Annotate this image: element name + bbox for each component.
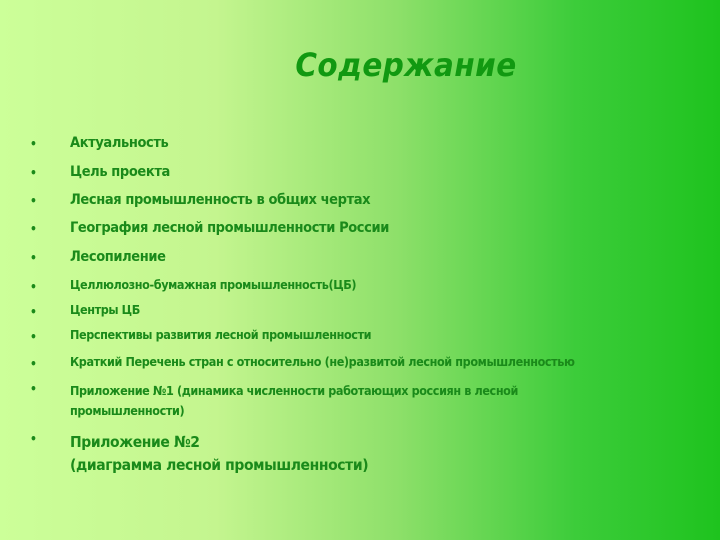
- bullet-icon: •: [30, 330, 37, 344]
- list-item-label: [70, 381, 670, 421]
- list-item-label: Актуальность: [70, 135, 169, 151]
- list-item-label-line1: Приложение №2: [70, 433, 200, 451]
- bullet-icon: •: [30, 305, 37, 319]
- slide-title: Содержание: [295, 46, 517, 84]
- bullet-icon: •: [30, 251, 37, 265]
- bullet-icon: •: [30, 137, 37, 151]
- list-item-label-line2: промышленности): [70, 403, 185, 418]
- bullet-icon: •: [30, 222, 37, 236]
- list-item-label: Перспективы развития лесной промышленности: [70, 327, 372, 342]
- list-item-label: География лесной промышленности России: [70, 220, 389, 236]
- bullet-icon: •: [30, 432, 37, 446]
- list-item-label: Центры ЦБ: [70, 302, 140, 317]
- list-item-label: Лесопиление: [70, 249, 166, 265]
- list-item-label: Целлюлозно-бумажная промышленность(ЦБ): [70, 277, 357, 292]
- bullet-icon: •: [30, 194, 37, 208]
- list-item-label: Лесная промышленность в общих чертах: [70, 192, 371, 208]
- list-item-label-line1: Приложение №1 (динамика численности работающих россиян в лесной: [70, 383, 518, 398]
- bullet-icon: •: [30, 382, 37, 396]
- bullet-icon: •: [30, 280, 37, 294]
- list-item-label: Цель проекта: [70, 164, 170, 180]
- list-item-label: [70, 431, 670, 477]
- bullet-icon: •: [30, 357, 37, 371]
- list-item-label: Краткий Перечень стран с относительно (не)развитой лесной промышленностью: [70, 354, 575, 369]
- bullet-icon: •: [30, 166, 37, 180]
- list-item-label-line2: (диаграмма лесной промышленности): [70, 456, 369, 474]
